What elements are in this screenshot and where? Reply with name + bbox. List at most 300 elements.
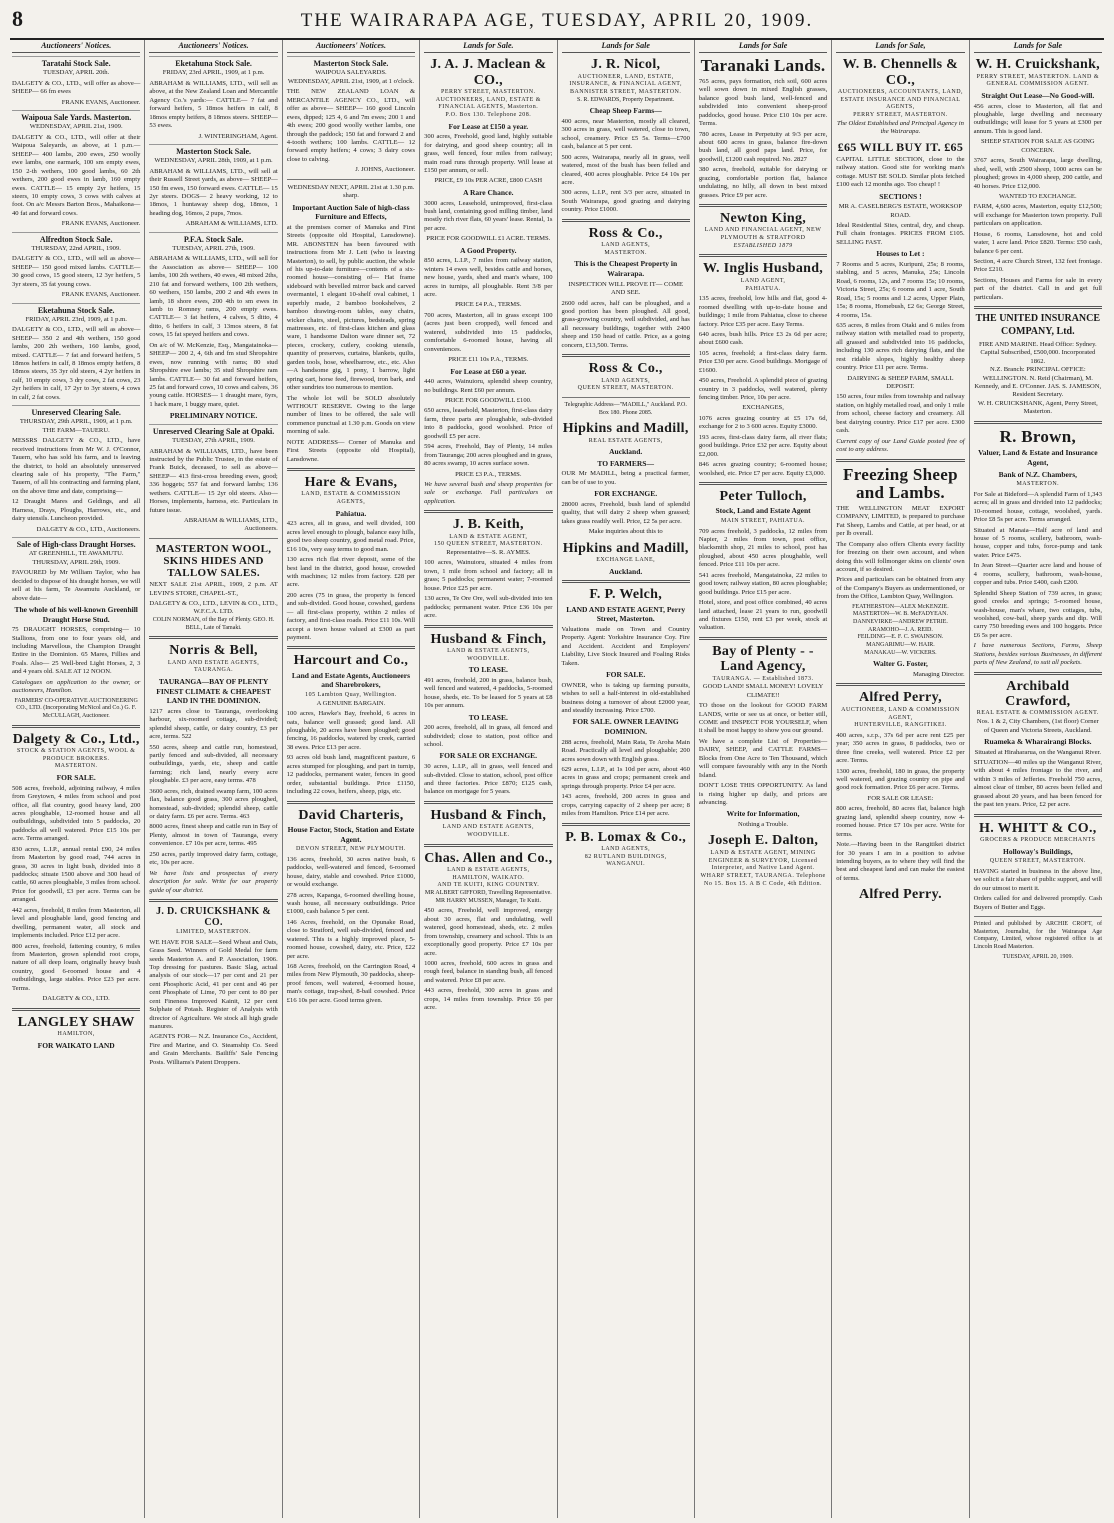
notice-title: Taratahi Stock Sale. [12, 56, 140, 69]
notice-signature: ABRAHAM & WILLIAMS, LTD., Auctioneers. [183, 517, 278, 533]
newspaper-title: THE WAIRARAPA AGE, TUESDAY, APRIL 20, 1909. [300, 10, 814, 31]
listing: 100 acres, Wainuioru, situated 4 miles from town, 1 mile from school and factory; all in grass; 5 paddocks; permanent water; 7-roomed house. Price £25 per acre. [424, 559, 553, 592]
notice-body: ABRAHAM & WILLIAMS, LTD., will sell at their Russell Street yards, as above— SHEEP— 150 fm ewes, 150 forward ewes. CATTLE— 15 2yr steers. DOGS— 2 heavy working, 12 to 18mos, 1 huntaway sheep dog, 18mos, 1 heading dog, 16mos, 2 pups, 7mos. [149, 167, 278, 217]
listing-subheading: INSPECTION WILL PROVE IT— COME AND SEE. [568, 280, 684, 297]
masthead [10, 0, 1104, 40]
firm-name: Freezing Sheep and Lambs. [843, 464, 958, 503]
column-header: Lands for Sale. [424, 41, 552, 53]
firm-description: STOCK & STATION AGENTS, WOOL & PRODUCE BROKERS. [16, 748, 136, 762]
notice-note: On a/c of W. McKenzie, Esq., Mangatainoka— SHEEP— 200 2, 4, 6th and fm stud Shropshire ewes, now running with rams; 80 stud Shropshire ewe lambs; 35 stud Shropshire ram lambs. CATTLE— 30 fat and forward heifers, 25 fat and forward cows, 10 cows and calves, 36 young cattle. HORSES— 1 draught mare, 6yrs, 1 hack mare, 1 buggy mare, quiet. [149, 341, 278, 408]
notice-body: THE NEW ZEALAND LOAN & MERCANTILE AGENCY CO., LTD., will offer as above— SHEEP— 160 good Lincoln ewes, dipped; 125 4, 6 and 7m ewes; 200 1 and 4th ewes; 200 good woolly wether lambs, one through the paddock; 150 fat and forward 2 and 4-tooth wethers; 100 lambs. CATTLE— 12 forward empty heifers; 4 cows; 3 dairy cows close to calving. [286, 88, 416, 163]
column-header: Auctioneers' Notices. [287, 41, 415, 53]
listing: 3000 acres, Leasehold, unimproved, first-class bush land, containing good milling timber, land mostly rich river flats, 60 years' lease. Rental, 1s per acre. [424, 199, 553, 232]
firm-description: LAND & ESTATE AGENT, MINING ENGINEER & SURVEYOR, Licensed Interpreter, and Native Land Agent. [708, 849, 818, 872]
notice-title: Important Auction Sale of high-class Furniture and Effects, [292, 202, 410, 222]
listing-note: We have several bush and sheep properties for sale or exchange. Full particulars on application. [424, 480, 553, 505]
column-2 [145, 40, 282, 1518]
listing: 193 acres, first-class dairy farm, all river flats; good buildings. Price £32 per acre. Equity about £2,000. [698, 433, 828, 458]
listing: Ideal Residential Sites, central, dry, and cheap. Full chain frontages. PRICES FROM £105. SELLING FAST. [836, 221, 965, 246]
firm-location: TAURANGA. — Established 1873. [712, 675, 814, 682]
listing: SITUATION—40 miles up the Wanganui River, with about 4 miles frontage to the river, and within 3 miles of Jefferies. Freehold 750 acres, almost clear of timber, 80 acres been felled and grassed about 20 years, and has been fenced for the past ten years. Price, £2 per acre. [973, 758, 1102, 809]
firm-location: WOODVILLE. [467, 831, 510, 838]
firm-name: Hipkins and Madill, [562, 421, 689, 437]
firm-body: WE HAVE FOR SALE—Seed Wheat and Oats, Grass Seed. Winners of Gold Medal for farm seeds Masterton A. and P. Association, 1906. Top dressing for pastures. Basic Slag, actual analysis of our stock—17 per cent and 21 per cent Phosphoric Acid, 41 per cent and 46 per cent Phosphate of Lime, 70 per cent to 80 per cent Fineness Improved Kainit, 12 per cent Sulphate of Potash. Register of Analysis with director of Agriculture. We stock all high grade manures. [149, 938, 278, 1031]
listing-heading: A Good Property. [460, 245, 517, 255]
listing-heading: Write for Information, [726, 809, 800, 819]
listing-heading: WANTED TO EXCHANGE. [999, 192, 1077, 200]
listing: OUR Mr MADILL, being a practical farmer, can be of use to you. [561, 470, 690, 486]
buyer-entry: ARAMOHO—J. A. REID. [868, 626, 933, 633]
listing: Make inquiries about this to [588, 528, 663, 536]
listing: 450 acres, Freehold. A splendid piece of grazing country in 3 paddocks, well watered, plenty fencing timber. Price, 10s per acre. [698, 377, 828, 401]
listing: 640 acres, bush hills. Price £3 2s 6d per acre; about £600 cash. [698, 330, 828, 347]
listing: Splendid Sheep Station of 739 acres, in grass; good creeks and springs; 5-roomed house, wash-house, man's whare, two cottages, tubs, woolshed, cow-bail, sheep yards and dip. Will carry 750 breeding ewes and 100 hoggets. Price £6 5s per acre. [973, 589, 1102, 639]
firm-location: HAMILTON, WAIKATO. [452, 874, 525, 881]
notice-subheading: The whole of his well-known Greenhill Draught Horse Stud. [14, 604, 138, 624]
firm-name: F. P. Welch, [589, 587, 663, 603]
column-4 [420, 40, 557, 1518]
firm-name: Husband & Finch, [430, 631, 547, 647]
buyer-entry: MASTERTON—W. B. McFADYEAN. [852, 611, 948, 618]
listing-heading: SHEEP STATION FOR SALE AS GOING CONCERN. [980, 138, 1095, 154]
firm-name: Norris & Bell, [169, 643, 258, 659]
listing: MR A. CASELBERG'S ESTATE, WORKSOP ROAD. [838, 203, 963, 219]
listing-heading: FOR SALE OR EXCHANGE. [439, 751, 538, 761]
firm-description: House Factor, Stock, Station and Estate Agent. [287, 824, 415, 844]
signature-name: Walter G. Foster, [872, 659, 928, 669]
notice-body: DALGETY & CO., LTD., will sell as above— SHEEP— 350 2 and 4th wethers, 150 good lambs, 200 2th wethers, 160 lambs, good, mixed. CATTLE— 7 fat and forward heifers, 5 18mos heifers in calf, 8 18mos empty heifers, 8 18mos steers, 35 3yr old steers, 4 2yr heifers in calf, 10 empty cows, 3 dry cows, 2 fat cows, 23 2yr heifers in calf, 17 2yr to 3yr steers, 4 cows in calf, 2 fat cows. [12, 326, 141, 401]
listing: 442 acres, freehold, 8 miles from Masterton, all level and ploughable land, good fencing and dwelling, permanent water, all stock and implements included. Price £12 per acre. [12, 906, 141, 940]
firm-name: Chas. Allen and Co., [424, 850, 553, 866]
notice-date: WEDNESDAY, APRIL 21st, 1909, at 1 o'clock. [287, 77, 415, 85]
listing-price: PRICE £4 P.A., TERMS. [455, 301, 522, 309]
column-header: Lands for Sale, [836, 41, 964, 53]
column-5 [558, 40, 695, 1518]
notice-title: Unreserved Clearing Sale. [12, 405, 140, 418]
listing: 2600 odd acres, half can be ploughed, and a good portion has been ploughed. All good, grass-growing country, well subdivided, and has all necessary buildings, together with 2400 sheep and 150 head of cattle. Price, as a going concern, £13,500. Terms. [561, 299, 690, 349]
notice-title: Alfredton Stock Sale. [12, 232, 140, 245]
column-header: Lands for Sale [699, 41, 827, 53]
imprint-date: TUESDAY, APRIL 20, 1909. [1002, 953, 1074, 960]
notice-signature: ABRAHAM & WILLIAMS, LTD. [185, 220, 278, 228]
listing: FARM, 4,600 acres, Masterton, equity £12,500; will exchange for Masterton town property. Full particulars on application. [973, 203, 1102, 228]
firm-name: J. D. CRUICKSHANK & CO. [156, 905, 271, 928]
firm-subheading: A GENUINE BARGAIN. [316, 699, 386, 707]
listing-heading: TO LEASE. [468, 665, 508, 675]
notice-body: DALGETY & CO., LTD., will offer as above— SHEEP— 66 fm ewes [12, 79, 141, 96]
firm-description: REAL ESTATE AGENTS, [588, 437, 663, 444]
listing: CAPITAL LITTLE SECTION, close to the railway station. Good site for working man's cottage. MUST BE SOLD. Similar plots fetched £100 each 12 months ago. Too cheap! ! [836, 155, 965, 189]
notice-date: TUESDAY, APRIL 20th. [43, 69, 110, 77]
firm-description: AUCTIONEER, LAND & COMMISSION AGENT, [841, 706, 960, 721]
firm-body: Valuations made on Town and Country Property. Agent: Yorkshire Insurance Coy. Fire and Accident. Accident and Employers' Liability, Live Stock Insured and Foaling Risks Taken. [561, 625, 690, 667]
notice-signature: J. WINTERINGHAM, Agent. [198, 132, 278, 140]
notice-title: MASTERTON WOOL, SKINS HIDES AND TALLOW SALES. [155, 542, 272, 580]
firm-location: QUEEN STREET, MASTERTON. [989, 858, 1086, 865]
notice-date: WEDNESDAY, APRIL 28th, 1909, at 1 p.m. [154, 157, 273, 165]
column-header: Auctioneers' Notices. [12, 41, 140, 53]
listing: 450 acres, Freehold, well improved, energy about 30 acres, flat and undulating, well watered, good homestead, sheds, etc. 2 miles from township, creamery and school. This is an exceptionally good property. Price £7 10s per acre. [424, 907, 553, 957]
firm-subheading: TAURANGA—BAY OF PLENTY FINEST CLIMATE & CHEAPEST LAND IN THE DOMINION. [156, 677, 271, 706]
telegraphic-address: Telegraphic Address—"MADILL," Auckland. P.O. Box 180. Phone 2085. [564, 401, 687, 416]
listing: We have a complete List of Properties—DAIRY, SHEEP, and CATTLE FARMS—Blocks from One Acre to Ten Thousand, which will compare favourably with any in the North Island. [698, 737, 828, 779]
firm-description: LAND AND ESTATE AGENTS, [442, 824, 534, 831]
firm-name: Husband & Finch, [430, 807, 547, 823]
listing: Hotel, store, and post office combined, 40 acres land attached, lease 21 years to run, goodwill and fixtures £150, rent £3 per week, stock at valuation. [698, 599, 828, 632]
listing: 541 acres freehold, Mangatainoka, 22 miles to good town; railway station, 80 acres ploughable; good buildings. Price £15 per acre. [698, 571, 828, 596]
listing: Situated at Manaia—Half acre of land and house of 5 rooms, scullery, bathroom, wash-house, copper and tubs, force-pump and tank water. Price £475. [973, 526, 1102, 559]
firm-description: EXCHANGE LANE, [596, 557, 656, 564]
firm-description: PERRY STREET, MASTERTON. LAND & GENERAL COMMISSION AGENT. [976, 73, 1099, 88]
firm-address: WHARF STREET, TAURANGA. Telephone No 15. Box 15. A B C Code, 4th Edition. [700, 872, 826, 887]
listing: For Sale at Bideford—A splendid Farm of 1,343 acres; all in grass and divided into 12 paddocks; 10-roomed house, cottage, woolshed, yards. Price £8 5s per acre. Terms arranged. [973, 490, 1102, 524]
buyers-list [836, 604, 964, 658]
firm-description: LAND & ESTATE AGENTS, [447, 647, 530, 654]
listing: 105 acres, freehold; a first-class dairy farm. Price £30 per acre. Good buildings. Mortgage of £1600. [698, 349, 828, 374]
listing: Orders called for and delivered promptly. Cash Buyers of Butter and Eggs. [973, 895, 1102, 911]
firm-name: Hare & Evans, [304, 475, 398, 491]
listing: 550 acres, sheep and cattle run, homestead, partly fenced and sub-divided, all necessary outbuildings, yards, etc, sheep and cattle farming; rich land, nearly every acre ploughable. £3 per acre, easy terms. 478 [149, 743, 278, 785]
notice-body: at the premises corner of Manuka and First Streets (opposite old Hospital, Lansdowne). MR. ABONSTEN has been favoured with instructions from Mr J. Lett (who is leaving Masterton), to sell, by public auction, the whole of his up-to-date furniture—contents of a six-roomed house—consisting of— Hat frame sideboard with bevelled mirror back and carved overmantel, 1 elegant 10-shelf oval cabinet, 1 superbly made, 2 bamboo bookshelves, 2 bamboo drawing-room tables, easy chairs, wicker chairs, steel, pictures, bedsteads, spring mattresses, etc. of first-class kitchen and glass ware, 1 handsome Dalton ware dinner set, 72 pieces, crockery, cutlery, cooking utensils, quantity of preserves, curtains, blankets, quilts, garden tools, hose, wheelbarrow, etc., etc. Also—A handsome gig, 1 pony, 1 barrow, light spring cart, horse feed, firewood, iron bark, and other sundries too numerous to mention. [286, 223, 416, 392]
firm-name: H. WHITT & CO., [979, 820, 1097, 836]
firm-subheading: Holloway's Buildings, [1003, 846, 1073, 856]
firm-name: J. A. J. Maclean & CO., [430, 57, 547, 88]
firm-name: Peter Tulloch, [719, 488, 807, 504]
listing-price: PRICE, £9 10s PER ACRE, £800 CASH [434, 177, 543, 185]
buyer-entry: FEATHERSTON—ALEX McKENZIE. [852, 603, 949, 610]
listing: 380 acres, freehold, suitable for dairying or grazing, comfortable portion flat, balance undulating, no hilly, all down in best mixed grasses. Price £9 per acre. [698, 166, 828, 199]
listing-note: Note.—Having been in the Rangitikei district for 30 years I am in a position to advise intending buyers, as to where they will find the best and cheapest land and can make the easiest of terms. [836, 841, 965, 882]
firm-location: HUNTERVILLE, RANGITIKEI. [854, 722, 947, 729]
firm-representative: MR ALBERT GIFFORD, Travelling Representative. MR HARRY MUSSEN, Manager, Te Kuiti. [424, 889, 552, 904]
firm-location: WANGANUI. [606, 861, 646, 868]
notice-date: WEDNESDAY, APRIL 21st, 1909. [29, 123, 123, 131]
notice-body: DALGETY & CO., LTD., will sell as above— SHEEP— 150 good mixed lambs. CATTLE— 30 good cows, 15 good steers, 12 3yr heifers, 5 3yr steers, 35 fat young cows. [12, 255, 141, 288]
listing: 200 acres, freehold, all in grass, all fenced and subdivided; close to station, post office and school. [424, 724, 553, 749]
listing: The Company also offers Clients every facility for freezing on their own account, and when doing this will follmonger skins on clients' own account, if so desired. [836, 540, 965, 573]
firm-name: R. Brown, [999, 426, 1077, 446]
firm-description: Land and Estate Agents, Auctioneers and Sharebrokers, [291, 670, 410, 690]
column-header: Lands for Sale [562, 41, 690, 53]
listing: 800 acres, freehold, 80 acres flat, balance high grazing land, splendid sheep country, now 4-roomed house. Price £7 10s per acre. Write for terms. [836, 805, 965, 838]
notice-body: NEXT SALE 21st APRIL, 1909, 2 p.m. AT LEVIN'S STORE, CHAPEL-ST., [149, 581, 278, 597]
listing: Sections, Houses and Farms for sale in every part of the district. Call in and get full particulars. [973, 276, 1102, 301]
notice-body: MESSRS DALGETY & CO., LTD., have received instructions from Mr W. J. O'Connor, Tauern, who has sold his farm, and is leaving the district, to hold an absolutely unreserved clearing sale of his property, "The Farm," Tauern, of all his contracting and farming plant, on the above time and date, comprising— [12, 437, 141, 495]
printer-imprint: Printed and published by ARCHIE CROFT, of Masterton, Journalist, for the Wairarapa Age Company, Limited, whose registered office is at Lincoln Road Masterton. [973, 921, 1102, 951]
firm-name: W. B. Chennells & CO., [842, 57, 959, 88]
firm-description: LAND AGENTS, [601, 242, 651, 249]
notice-date: THURSDAY, 22nd APRIL, 1909. [31, 244, 121, 252]
listing: 629 acres, L.I.P., at 1s 10d per acre, about 460 acres in grass and crops; permanent creek and springs through property. Price £4 per acre. [561, 765, 690, 790]
listing-heading: TO FARMERS— [597, 458, 654, 468]
listing: In Jean Street—Quarter acre land and house of 4 rooms, scullery, bathroom, wash-house, copper and tubs. Price £400, cash £200. [973, 562, 1102, 587]
column-1 [8, 40, 145, 1518]
listing-heading: Houses to Let : [876, 249, 925, 259]
notice-signature: FRANK EVANS, Auctioneer. [61, 98, 141, 106]
listing: 8000 acres, finest sheep and cattle run in Bay of Plenty, almost in town of Tauranga, every convenience. £7 10s per acre, terms. 495 [149, 823, 278, 848]
listing-heading: Cheap Sheep Farms— [589, 106, 662, 116]
firm-name: David Charteris, [298, 807, 404, 823]
firm-location: MASTERTON. [604, 249, 648, 256]
listing: 3767 acres, South Wairarapa, large dwelling, shed, well, with 2500 sheep, 1000 acres can be ploughed; grows in 4,000 sheep, 200 cattle, and 40 horses. Price £12,000. [973, 157, 1102, 190]
firm-name: J. B. Keith, [452, 517, 524, 533]
listing: 650 acres, leasehold, Masterton, first-class dairy farm, three parts are ploughable, sub-divided into 8 paddocks, good woolshed. Price of goodwill £5 per acre. [424, 407, 553, 440]
notice-address: NOTE ADDRESS— Corner of Manuka and First Streets (opposite old Hospital), Lansdowne. [286, 438, 416, 463]
firm-representative: S. R. EDWARDS, Property Department. [577, 96, 675, 103]
listing: 1000 acres, freehold, 600 acres in grass and rough feed, balance in standing bush, all fenced and watered. Price £8 per acre. [424, 959, 553, 984]
firm-name: Bay of Plenty - - Land Agency, [712, 643, 814, 675]
firm-name: Hipkins and Madill, [562, 540, 689, 556]
listing: House, 6 rooms, Lansdowne, hot and cold water, 1 acre land. Price £820. Terms: £50 cash, balance 6 per cent. [973, 230, 1102, 255]
listing: 508 acres, freehold, adjoining railway, 4 miles from Greytown, 4 miles from school and post office, all flat country, good heavy land, 200 acres ploughable, 12-roomed house and all outbuildings, subdivided into 5 paddocks, 20 paddocks all well watered. Price £15 10s per acre. Terms arranged. [12, 784, 141, 843]
listing-heading: EXCHANGES, [742, 404, 784, 412]
firm-location: PAHIATUA. [745, 285, 781, 292]
firm-subheading: AND TE KUITI, KING COUNTRY. [437, 882, 540, 889]
listing: 200 acres (75 in grass, the property is fenced and sub-divided. Good house, cowshed, gardens— all first-class property, within 2 miles of factory, and first-class roads. Price £11 10s. Will accept a town house valued at £300 as part payment. [286, 591, 416, 642]
firm-name: Ross & Co., [588, 225, 663, 241]
firm-branch: N.Z. Branch: PRINCIPAL OFFICE: WELLINGTON. N. Reid (Chairman), M. Kennedy, and E. O'Conner. JAS. S. JAMESON, Resident Secretary. [974, 366, 1102, 399]
firm-description: LIMITED, MASTERTON. [176, 928, 251, 935]
listing: 136 acres, freehold, 30 acres native bush, 6 paddocks, well-watered and fenced, 6-roomed house, dairy, stable and cowshed. Price £1000, or would exchange. [286, 855, 416, 889]
listing: 443 acres, freehold, 300 acres in grass and crops, 14 miles from township. Price £6 per acre. [424, 987, 553, 1012]
listing: 700 acres, Masterton, all in grass except 100 (acres just been cropped), well fenced and watered, subdivided into 15 paddocks, comfortable 6-roomed house, having all conveniences. [424, 311, 553, 353]
firm-name: Joseph E. Dalton, [708, 833, 819, 849]
firm-description: AUCTIONEER, LAND, ESTATE, INSURANCE, & FINANCIAL AGENT, [569, 73, 683, 88]
firm-description: LAND AGENTS, [601, 377, 651, 384]
firm-signature: DALGETY & CO., LTD. [42, 995, 110, 1003]
notice-note: Catalogues on application to the owner, or auctioneers, Hamilton. [12, 678, 141, 695]
buyer-entry: MANAKAU—W. VICKERS. [864, 649, 937, 656]
listing: OWNER, who is taking up farming pursuits, wishes to sell a half-interest in old-established business doing a turnover of about £2000 year, and steadily increasing. Price £700. [561, 681, 690, 715]
firm-name: Taranaki Lands. [700, 56, 826, 76]
firm-description: LAND AGENT, [740, 277, 786, 284]
buyer-entry: FEILDING—E. F. C. SWAINSON. [857, 634, 944, 641]
listing: 250 acres, partly improved dairy farm, cottage, etc, 10s per acre. [149, 850, 278, 867]
notice-signature: FRANK EVANS, Auctioneer. [61, 291, 141, 299]
notice-date: THURSDAY, APRIL 29th, 1909. [32, 558, 121, 566]
firm-established: ESTABLISHED 1879 [733, 242, 793, 249]
listing-price: PRICE FOR GOODWILL £1 ACRE. TERMS. [426, 235, 551, 243]
listing: TO those on the lookout for GOOD FARM LANDS, write or see us at once, or better still, COME and INSPECT FOR YOURSELF, when it shall be most happy to show you our ground. [698, 702, 828, 735]
listing: 143 acres, freehold, 200 acres in grass and crops, carrying capacity of 2 sheep per acre; 8 miles from Hamilton. Price £14 per acre. [561, 793, 690, 818]
listing: 3600 acres, rich, drained swamp farm, 100 acres flax, balance good grass, 300 acres ploughed, homestead, sub-divided; splendid sheep, cattle or dairy farm. £6 per acre. Terms. 463 [149, 787, 278, 821]
listing: Situated at Hirahararua, on the Wanganui River. [974, 748, 1102, 756]
notice-signature: FRANK EVANS, Auctioneer. [61, 220, 141, 228]
buyer-entry: MANGARIMU—W. HAIR. [866, 642, 935, 649]
listing: 93 acres old bush land, magnificent pasture, 6 acres stumped for ploughing, and part in turnip, 12 paddocks, permanent water, fences in good order, substantial buildings. Price £1150, including 22 cows, heifers, sheep, pigs, etc. [286, 754, 416, 796]
listing: 278 acres, Kapanga, 6-roomed dwelling house, wash house, all necessary outbuildings. Price £1000, cash balance 5 per cent. [286, 891, 416, 916]
firm-description: LAND & ESTATE AGENT, [449, 533, 528, 540]
listing-subheading: Nothing a Trouble. [738, 821, 789, 829]
listing-heading: TO LEASE. [468, 712, 508, 722]
firm-location: Auckland. [609, 566, 643, 576]
firm-location: 150 QUEEN STREET, MASTERTON. [434, 541, 543, 548]
firm-description: FIRE AND MARINE. Head Office: Sydney. Capital Subscribed, £500,000. Incorporated 1862. [979, 340, 1097, 365]
listing: 168 Acres, freehold, on the Carrington Road, 4 miles from New Plymouth, 30 paddocks, sheep-proof fences, well watered, 4-roomed house, man's cottage, trap-shed, 8-bail cowshed. Price £16 10s per acre. Good terms given. [286, 963, 416, 1004]
listing-heading: Ruameka & Wharairangi Blocks. [984, 736, 1092, 746]
listing-note: We have lists and prospectus of every description for sale. Write for our property guide of our district. [149, 869, 278, 894]
page-number: 8 [12, 6, 23, 31]
firm-location: DEVON STREET, NEW PLYMOUTH. [296, 846, 406, 853]
listing-price: PRICE FOR GOODWILL £100. [445, 397, 532, 405]
listing: 800 acres, freehold, fattening country, 6 miles from Masterton, grown splendid root crops, nature of all deep loam, originally heavy bush country, good 6-roomed house and 4 outbuildings, large stables. Price £23 per acre. Terms. [12, 942, 141, 992]
notice-body: DALGETY & CO., LTD., will offer at their Waipoua Saleyards, as above, at 1 p.m.— SHEEP— 400 lambs, 200 ewes, 250 woolly ewe lambs, one earmark, 100 sm empty ewes, 150 2-th wethers, 100 good lambs, 60 2th wethers, 200 good ewes in lamb, 160 empty ewes. CATTLE— 15 empty 2yr heifers, 15 steers, 10 empty cows, 3 cows with calves at foot. On a/c Messrs Barton Bros., Mahaikona— 40 fat and forward cows. [12, 133, 141, 217]
listing: 491 acres, freehold, 200 in grass, balance bush, well fenced and watered, 4 paddocks, 5-roomed house, sheds, etc. To be leased for 5 years at £8 10s per annum. [424, 676, 553, 710]
firm-agents: AGENTS FOR— N.Z. Insurance Co., Accident, Fire and Marine, and O. Steamship Co. Seed and Grain Merchants. Bailiffs' Sale Fencing Posts. Williams's Patent Droppers. [149, 1033, 278, 1066]
notice-body: FAVOURED by Mr William Taylor, who has decided to dispose of his draught horses, we will sell at his farm, Te Awamutu Auckland, or above date— [12, 569, 141, 602]
notice-place: AT GREENHILL, TE AWAMUTU. [28, 550, 124, 558]
listing: 765 acres, pays formation, rich soil, 600 acres well sown down in mixed English grasses, balance good bush land, well-fenced and subdivided into convenient sheep-proof paddocks, good house. Price £10 10s per acre. Terms. [698, 77, 828, 128]
notice-items: 75 DRAUGHT HORSES, comprising— 10 Stallions, from one to four years old, and including Marvellous, the Champion Draught Entire in the Dominion. 65 Mares, Fillies and Foals. Also— 25 Well-bred Light Horses, 2, 3 and 4 years old. SALE AT 12 NOON. [12, 626, 141, 676]
listing-heading: A Rare Chance. [463, 187, 514, 197]
firm-name: J. R. Nicol, [591, 57, 661, 73]
column-header: Lands for Sale [974, 41, 1102, 53]
listing: 850 acres, L.I.P., 7 miles from railway station, winters 14 ewes well, besides cattle and horses, new house, yards, shed and man's whare, 100 acres in turnips, all ploughable. Rent 3/8 per acre. [424, 257, 553, 299]
notice-body: ABRAHAM & WILLIAMS, LTD., will sell as above, at the New Zealand Loan and Mercantile Agency Co.'s yards:— CATTLE— 7 fat and forward heifers, 5 18mos heifers in calf, 8 18mos empty heifers, 8 18mos steers. SHEEP— 53 ewes. [149, 79, 278, 130]
notice-note: The whole lot will be SOLD absolutely WITHOUT RESERVE. Owing to the large number of lines to be offered, the sale will commence punctual at 1.30 p.m. Goods on view morning of sale. [286, 394, 416, 436]
column-header: Auctioneers' Notices. [149, 41, 277, 53]
listing-heading: Straight Out Lease—No Good-will. [981, 90, 1095, 100]
listing: 135 acres, freehold, low hills and flat, good 4-roomed dwelling with up-to-date house and buildings; 1 mile from Pahiatua, close to cheese factory. Price £35 per acre. Easy Terms. [698, 295, 828, 328]
listing: 594 acres, Freehold, Bay of Plenty, 14 miles from Tauranga; 200 acres ploughed and in grass, 80 acres swamp, 10 acres surface sown. [424, 443, 553, 468]
column-7 [832, 40, 969, 1518]
listing-heading: FOR EXCHANGE. [594, 489, 658, 499]
listing: HAVING started in business in the above line, we solicit a fair share of public support, and will do our utmost to merit it. [973, 867, 1102, 892]
notice-signature: DALGETY & CO., LTD., Auctioneers. [36, 525, 141, 533]
listing: 440 acres, Wainuioru, splendid sheep country, no buildings. Rent £60 per annum. [424, 378, 553, 394]
listing: 146 Acres, freehold, on the Opunake Road, close to Stratford, well sub-divided, fenced and watered. This is a highly improved place, 5-roomed house, cowshed, dairy, etc. Price, £22 per acre. [286, 918, 416, 960]
notice-title: P.F.A. Stock Sale. [149, 232, 277, 245]
notice-date: TUESDAY, APRIL 27th, 1909. [172, 244, 255, 252]
listing-heading: FOR SALE. [606, 670, 646, 680]
listing: 1076 acres grazing country at £5 17s 6d, exchange for 2 to 3 600 acres. Equity £3000. [698, 414, 828, 431]
notice-title: Masterton Stock Sale. [287, 56, 415, 69]
listing: 709 acres freehold, 3 paddocks, 12 miles from Napier, 2 miles from town, post office, blacksmith shop, 21 miles to school, post has ploughed, about 450 acres ploughable, well fenced. Price £11 10s per acre. [698, 527, 828, 569]
firm-description: LAND AGENTS, [601, 845, 651, 852]
section-heading: FOR SALE. [56, 773, 96, 783]
listing: 500 acres, Wairarapa, nearly all in grass, well watered, most of the bush has been felled and cleared, 400 acres ploughable. Price £4 10s per acre. [561, 153, 690, 186]
firm-description: LAND AND ESTATE AGENT, Perry Street, Masterton. [566, 604, 686, 624]
notice-body: ABRAHAM & WILLIAMS, LTD., have been instructed by the Public Trustee, in the estate of Frank Buick, deceased, to sell as above— SHEEP— 413 first-cross breeding ewes, good; 336 hoggets; 557 fat and forward lambs; 136 wethers. CATTLE— 15 2yr old steers. Also—Horses, implements, harness, etc. Particulars in future issue. [149, 447, 278, 514]
listing: 30 acres, L.I.P., all in grass, well fenced and sub-divided. Close to station, school, post office and three factories. Price £870; £125 cash, balance on mortgage for 5 years. [424, 763, 553, 796]
listing: THE WELLINGTON MEAT EXPORT COMPANY, LIMITED, is prepared to purchase Fat Sheep, Lambs and Cattle, at per head, or at per lb overall. [836, 504, 965, 538]
notice-date: THURSDAY, 29th APRIL, 1909, at 1 p.m. [19, 418, 133, 426]
listing: 150 acres, four miles from township and railway station, on highly metalled road, and only 1 mile from school, cheese factory and creamery. All best dairying country. Price £17 per acre. £300 cash. [836, 393, 965, 435]
notice-names: COLIN NORMAN, of the Bay of Plenty. GEO. H. BELL, Late of Tamaki. [152, 616, 275, 631]
listing: 846 acres grazing country; 6-roomed house; woolshed, etc. Price £7 per acre. Equity £3,000. [698, 461, 828, 477]
listing-heading: FOR SALE OR LEASE: [867, 794, 934, 802]
listing: 635 acres, 8 miles from Otaki and 6 miles from railway station with metalled road to property, all grassed and subdivided into 16 paddocks, including 130 acres rich dairying flats, and the rest ridable slopes, highly healthy sheep country. Price £11 per acre. Terms. [836, 321, 965, 372]
firm-location: BANNISTER STREET, MASTERTON. [569, 88, 682, 95]
firm-description: GROCERS & PRODUCE MERCHANTS [980, 836, 1096, 843]
firm-name: Newton King, [720, 211, 807, 227]
firm-location: QUEEN STREET, MASTERTON. [577, 385, 674, 392]
firm-name: Archibald Crawford, [1005, 678, 1071, 709]
firm-location: MAIN STREET, PAHIATUA. [721, 517, 806, 524]
firm-address: 82 RUTLAND BUILDINGS, [584, 853, 667, 860]
signature-role: Managing Director. [912, 671, 965, 678]
firm-name: P. B. Lomax & Co., [565, 829, 687, 845]
notice-date: FRIDAY, APRIL 23rd, 1909, at 1 p.m. [25, 315, 127, 323]
firm-location: PERRY STREET, MASTERTON. [853, 112, 948, 119]
listing-heading: This is the Cheapest Property in Wairarapa. [574, 259, 678, 279]
newspaper-columns [8, 40, 1106, 1518]
notice-title: Eketahuna Stock Sale. [149, 56, 277, 69]
firm-name: Dalgety & Co., Ltd., [12, 731, 140, 747]
firm-description: PERRY STREET, MASTERTON. AUCTIONEERS, LAND, ESTATE & FINANCIAL AGENTS, Masterton. [435, 89, 541, 111]
notice-date: TUESDAY, 27th APRIL, 1909. [172, 437, 255, 445]
firm-name: Ross & Co., [588, 361, 663, 377]
listing: 28000 acres, Freehold, bush land of splendid quality, that will dairy 2 sheep when grassed; takes grass readily well. Price, £2 5s per acre. [561, 500, 690, 525]
notice-signature: J. JOHNS, Auctioneer. [355, 166, 416, 174]
listing-note: I have numerous Sections, Farms, Sheep Stations, besides various Businesses, in different parts of New Zealand, to suit all pockets. [973, 642, 1102, 667]
firm-name: Alfred Perry. [858, 887, 942, 903]
listing: 7 Rooms and 5 acres, Kuripuni, 25s; 8 rooms, stabling, and 5 acres, Manuka, 25s; Lincoln Road, 6 rooms, 12s, and 7 rooms 15s; 10 rooms, Victoria Street, 25s; 6 rooms and 1 acre, South Road, 15s; 5 rooms and 1.2 acres, Upper Plain, 15s; 8 rooms, Homebush, £2 6s; George Street, 4 rooms, 15s. [836, 260, 965, 319]
firm-description: REAL ESTATE & COMMISSION AGENT. [976, 710, 1099, 717]
listing: 1300 acres, freehold, 180 in grass, the property well watered, and grazing country on pipe and good rock formation. Price £6 per acre. Terms. [836, 767, 965, 792]
listing-heading: DAIRYING & SHEEP FARM, SMALL DEPOSIT. [847, 374, 954, 391]
listing-heading: SECTIONS ! [879, 191, 922, 201]
listing: 288 acres, freehold, Main Rata, Te Aroha Main Road. Practically all level and ploughable; 200 acres sown down with English grass. [561, 738, 690, 763]
listing: 300 acres, L.I.P., rent 3/3 per acre, situated in South Wairarapa, good grazing and dairying country. Price £1000. [561, 189, 690, 214]
firm-name: THE UNITED INSURANCE COMPANY, Ltd. [975, 313, 1101, 337]
listing-heading: GOOD LAND! SMALL MONEY! LOVELY CLIMATE!! [702, 683, 824, 699]
column-6 [695, 40, 832, 1518]
listing-heading: For Lease at £60 a year. [450, 366, 527, 376]
listing: Section, 4 acre Church Street, 132 feet frontage. Price £210. [973, 258, 1102, 274]
notice-title: Waipoua Sale Yards. Masterton. [12, 110, 140, 123]
firm-description: LAND AND FINANCIAL AGENT, NEW PLYMOUTH & STRATFORD [704, 227, 822, 242]
notice-date: FRIDAY, 23rd APRIL, 1909, at 1 p.m. [162, 69, 265, 77]
notice-signature: DALGETY & CO., LTD., LEVIN & CO., LTD., W.F.C.A. LTD. [149, 600, 278, 616]
firm-location: MASTERTON. [54, 763, 98, 770]
firm-description: Valuer, Land & Estate and Insurance Agent, [978, 448, 1098, 467]
column-8 [970, 40, 1106, 1518]
listing-price: PRICE £11 10s P.A., TERMS. [448, 356, 529, 364]
notice-title: Sale of High-class Draught Horses. [12, 537, 140, 550]
firm-representative: Representative—S. R. AYMES. [446, 549, 531, 556]
notice-title: Eketahuna Stock Sale. [12, 303, 140, 316]
notice-subheading: PRELIMINARY NOTICE. [169, 411, 258, 421]
firm-location: Auckland. [609, 447, 643, 457]
firm-location: Pahiatua. [335, 508, 367, 518]
firm-agent: W. H. CRUICKSHANK, Agent, Perry Street, Masterton. [977, 399, 1098, 416]
notice-place: WAIPOUA SALEYARDS. [315, 69, 387, 77]
firm-address: Nos. 1 & 2, City Chambers, (1st floor) Corner of Queen and Victoria Streets, Auckland. [976, 718, 1099, 734]
firm-address: P.O. Box 130. Telephone 208. [445, 112, 532, 119]
firm-location: Bank of N.Z. Chambers, [998, 469, 1077, 479]
firm-description: Stock, Land and Estate Agent [715, 506, 811, 516]
notice-items: 12 Draught Mares and Geldings, and all Harness, Drays, Ploughs, Harrows, etc., and dairy utensils. Luncheon provided. [12, 498, 141, 523]
listing: 400 acres, s.r.p., 37s 6d per acre rent £25 per year; 350 acres in grass, 8 paddocks, two or three fine creeks, well watered. Price £2 per acre. Terms. [836, 731, 965, 765]
notice-title: Unreserved Clearing Sale at Opaki. [149, 424, 277, 437]
column-3 [283, 40, 420, 1518]
firm-description: AUCTIONEERS, ACCOUNTANTS, LAND, ESTATE INSURANCE AND FINANCIAL AGENTS, [837, 89, 964, 111]
listing-heading: For Lease at £150 a year. [448, 121, 529, 131]
listing: 830 acres, L.I.P., annual rental £90, 24 miles from Masterton by good road, 744 acres in grass, 30 acres in light bush, divided into 8 paddocks; situate 1500 above and 300 head of cattle, 60 acres ploughable, 3 miles from school. Price for goodwill, £3 per acre. Terms can be arranged. [12, 845, 141, 904]
listing: 300 acres, Freehold, good land, highly suitable for dairying, and good sheep country; all in grass, well fenced, four miles from railway; main road runs through property. Will lease at £150 per annum, or sell. [424, 133, 553, 175]
listing-heading: FOR SALE. OWNER LEAVING DOMINION. [572, 717, 679, 737]
firm-town: MASTERTON. [1016, 481, 1060, 488]
firm-name: LANGLEY SHAW [17, 1014, 135, 1030]
listing: 100 acres, Hawke's Bay, freehold, 6 acres in oats, balance well grassed; good land. All ploughable, 20 acres have been ploughed; good fencing, 16 paddocks, watered by creek, carried 38 ewes. Price £13 per acre. [286, 710, 416, 751]
notice-date: WEDNESDAY NEXT, APRIL 21st at 1.30 p.m. sharp. [287, 183, 415, 200]
listing: 423 acres, all in grass, and well divided, 100 acres level enough to plough, balance easy hills, good two sheep country, good metal road. Price, £16 10s, very easy terms to good man. [286, 520, 416, 553]
firm-name: Alfred Perry, [858, 690, 942, 706]
listing: Prices and particulars can be obtained from any of the Company's Buyers as undermentioned, or from the Office, Lambton Quay, Wellington. [836, 576, 965, 601]
firm-name: Harcourt and Co., [293, 653, 409, 669]
firm-location: 105 Lambton Quay, Wellington. [305, 692, 397, 699]
